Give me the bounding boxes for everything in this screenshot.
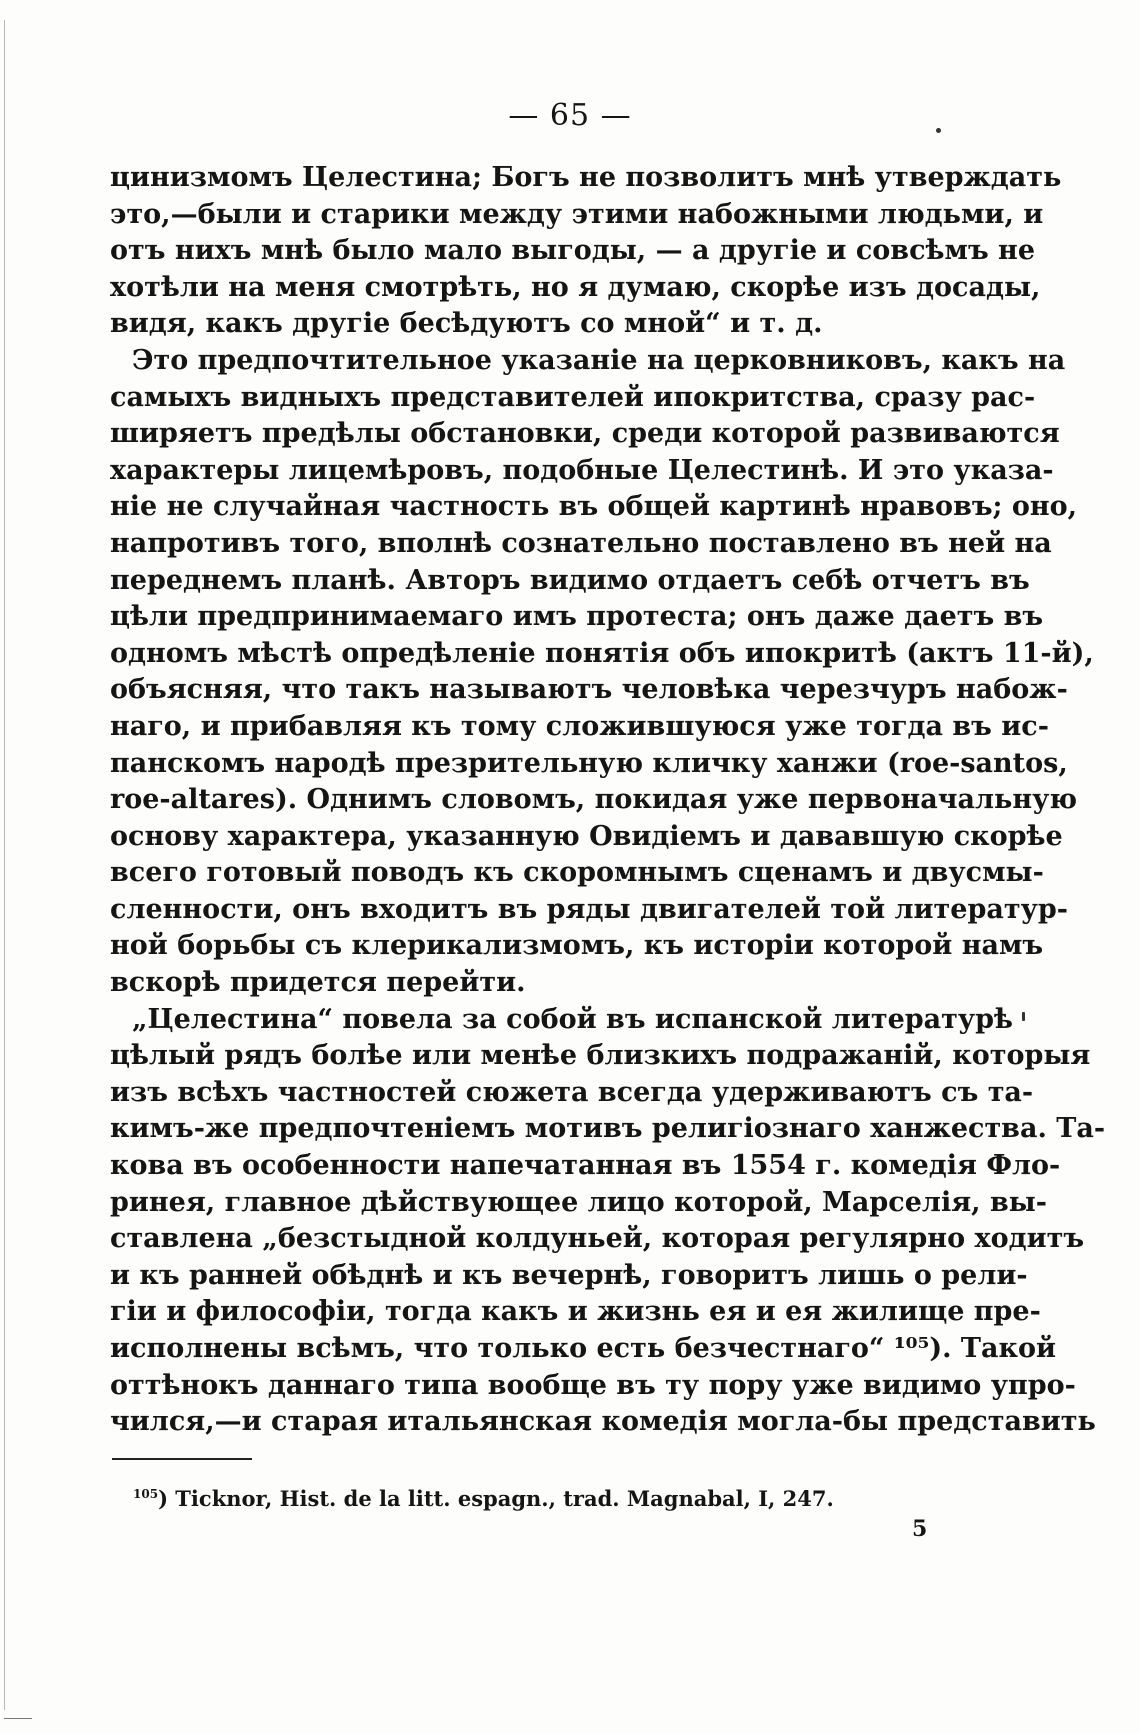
text-line: цѣли предпринимаемаго имъ протеста; онъ даже даетъ въ <box>110 601 1044 633</box>
text-line: Это предпочтительное указаніе на церковниковъ, какъ на <box>132 344 1066 376</box>
text-line: чился,—и старая итальянская комедія могла-бы представить <box>110 1406 1096 1438</box>
text-line: исполнены всѣмъ, что только есть безчестнаго“ ¹⁰⁵). Такой <box>110 1333 1057 1364</box>
text-line: roe-altares). Однимъ словомъ, покидая уже первоначальную <box>110 784 1078 816</box>
signature-mark: 5 <box>912 1516 928 1542</box>
footnote-text: ) Ticknor, Hist. de la litt. espagn., trad. Magnabal, I, 247. <box>158 1486 834 1511</box>
print-speck <box>1022 1012 1025 1021</box>
text-line: основу характера, указанную Овидіемъ и дававшую скорѣе <box>110 820 1063 852</box>
text-line: одномъ мѣстѣ опредѣленіе понятія объ ипокритѣ (актъ 11-й), <box>110 637 1094 669</box>
body-text <box>110 160 1106 1441</box>
text-line: цѣлый рядъ болѣе или менѣе близкихъ подражаній, которыя <box>110 1040 1091 1072</box>
page-number-header: — 65 — <box>508 98 632 133</box>
footnote <box>133 1486 834 1511</box>
text-line: и къ ранней обѣднѣ и къ вечернѣ, говоритъ лишь о рели- <box>110 1259 1028 1291</box>
text-line: сленности, онъ входитъ въ ряды двигателей той литератур- <box>110 893 1068 925</box>
text-line: ринея, главное дѣйствующее лицо которой, Марселія, вы- <box>110 1186 1047 1218</box>
text-line: это,—были и старики между этими набожными людьми, и <box>110 198 1044 230</box>
text-line: видя, какъ другіе бесѣдуютъ со мной“ и т. д. <box>110 308 823 340</box>
text-line: „Целестина“ повела за собой въ испанской литературѣ <box>132 1003 1014 1035</box>
text-line: напротивъ того, вполнѣ сознательно поставлено въ ней на <box>110 527 1052 559</box>
text-line: наго, и прибавляя къ тому сложившуюся уже тогда въ ис- <box>110 710 1049 742</box>
text-line: ставлена „безстыдной колдуньей, которая регулярно ходитъ <box>110 1223 1085 1255</box>
text-line: переднемъ планѣ. Авторъ видимо отдаетъ себѣ отчетъ въ <box>110 564 1030 596</box>
footnote-separator <box>112 1458 252 1460</box>
scan-edge-line <box>4 20 5 1710</box>
text-line: вскорѣ придется перейти. <box>110 967 526 999</box>
text-line: кимъ-же предпочтеніемъ мотивъ религіознаго ханжества. Та- <box>110 1113 1106 1145</box>
text-line: ной борьбы съ клерикализмомъ, къ исторіи которой намъ <box>110 930 1044 962</box>
text-line: отъ нихъ мнѣ было мало выгоды, — а другіе и совсѣмъ не <box>110 235 1036 267</box>
text-line: цинизмомъ Целестина; Богъ не позволитъ мнѣ утверждать <box>110 162 1062 193</box>
footnote-marker: 105 <box>133 1487 159 1501</box>
text-line: изъ всѣхъ частностей сюжета всегда удерживаютъ съ та- <box>110 1076 1034 1108</box>
text-line: оттѣнокъ даннаго типа вообще въ ту пору уже видимо упро- <box>110 1369 1076 1401</box>
text-line: панскомъ народѣ презрительную кличку ханжи (roe-santos, <box>110 747 1068 779</box>
text-line: ніе не случайная частность въ общей картинѣ нравовъ; оно, <box>110 491 1078 523</box>
print-speck <box>936 128 941 133</box>
text-line: всего готовый поводъ къ скоромнымъ сценамъ и двусмы- <box>110 857 1044 889</box>
text-line: хотѣли на меня смотрѣть, но я думаю, скорѣе изъ досады, <box>110 271 1041 303</box>
text-line: ширяетъ предѣлы обстановки, среди которой развиваются <box>110 418 1060 450</box>
text-line: характеры лицемѣровъ, подобные Целестинѣ. И это указа- <box>110 454 1054 486</box>
text-line: объясняя, что такъ называютъ человѣка черезчуръ набож- <box>110 674 1068 706</box>
scan-edge-mark <box>4 1718 32 1719</box>
text-line: самыхъ видныхъ представителей ипокритства, сразу рас- <box>110 381 1036 413</box>
text-line: кова въ особенности напечатанная въ 1554 г. комедія Фло- <box>110 1150 1061 1182</box>
text-line: гіи и философіи, тогда какъ и жизнь ея и ея жилище пре- <box>110 1296 1041 1328</box>
